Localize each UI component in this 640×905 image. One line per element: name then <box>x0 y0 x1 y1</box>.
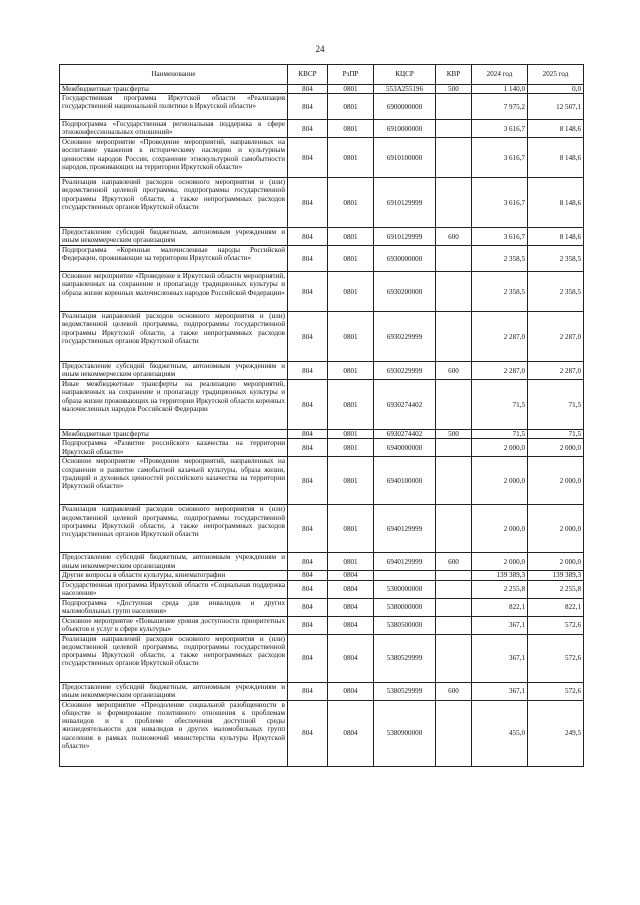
table-row <box>60 138 584 178</box>
table-row <box>60 505 584 553</box>
cell-kcsr: 6930000000 <box>374 246 436 272</box>
table-row <box>60 85 584 94</box>
table-row <box>60 553 584 571</box>
cell-2025: 71,5 <box>528 380 584 430</box>
cell-kcsr <box>374 571 436 580</box>
cell-kvr <box>436 272 472 312</box>
cell-name: Реализация направлений расходов основного мероприятия и (или) ведомственной целевой программы, подпрограммы государственной программы Иркутской области, а также непрограммных расходов государственных органов Иркутской области <box>60 634 288 682</box>
cell-kcsr: 6930229999 <box>374 362 436 380</box>
cell-kvsr: 804 <box>288 85 328 94</box>
cell-2024: 1 140,0 <box>472 85 528 94</box>
cell-2024: 455,0 <box>472 700 528 766</box>
cell-2024: 2 000,0 <box>472 553 528 571</box>
header-2025: 2025 год <box>528 65 584 85</box>
cell-name: Межбюджетные трансферты <box>60 85 288 94</box>
cell-kvr: 600 <box>436 682 472 700</box>
cell-2025: 2 000,0 <box>528 439 584 457</box>
cell-name: Подпрограмма «Государственная региональная поддержка в сфере этноконфессиональных отношений» <box>60 120 288 138</box>
cell-name: Подпрограмма «Развитие российского казачества на территории Иркутской области» <box>60 439 288 457</box>
cell-2024: 2 287,0 <box>472 362 528 380</box>
cell-kcsr: 6940129999 <box>374 553 436 571</box>
cell-name: Реализация направлений расходов основного мероприятия и (или) ведомственной целевой программы, подпрограммы государственной программы Иркутской области, а также непрограммных расходов государственных органов Иркутской области <box>60 312 288 362</box>
cell-rzpr: 0801 <box>328 457 374 505</box>
cell-name: Реализация направлений расходов основного мероприятия и (или) ведомственной целевой программы, подпрограммы государственной программы Иркутской области, а также непрограммных расходов государственных органов Иркутской области <box>60 505 288 553</box>
cell-rzpr: 0801 <box>328 228 374 246</box>
cell-kcsr: 5380900000 <box>374 700 436 766</box>
cell-rzpr: 0801 <box>328 94 374 120</box>
header-rzpr: РзПР <box>328 65 374 85</box>
cell-kvr <box>436 439 472 457</box>
cell-kvr: 500 <box>436 430 472 439</box>
cell-kvr <box>436 94 472 120</box>
cell-name: Предоставление субсидий бюджетным, автономным учреждениям и иным некоммерческим организациям <box>60 362 288 380</box>
table-row <box>60 430 584 439</box>
cell-2025: 12 507,1 <box>528 94 584 120</box>
table-row <box>60 120 584 138</box>
cell-kcsr: 6930200000 <box>374 272 436 312</box>
cell-rzpr: 0801 <box>328 439 374 457</box>
cell-kcsr: 5380000000 <box>374 598 436 616</box>
table-row <box>60 228 584 246</box>
cell-kvr <box>436 634 472 682</box>
cell-name: Государственная программа Иркутской области «Социальная поддержка населения» <box>60 580 288 598</box>
cell-name: Предоставление субсидий бюджетным, автономным учреждениям и иным некоммерческим организациям <box>60 682 288 700</box>
cell-name: Основное мероприятие «Повышение уровня доступности приоритетных объектов и услуг в сфере культуры» <box>60 616 288 634</box>
cell-2024: 2 358,5 <box>472 272 528 312</box>
cell-kvr <box>436 312 472 362</box>
cell-2024: 3 616,7 <box>472 228 528 246</box>
header-2024: 2024 год <box>472 65 528 85</box>
cell-kcsr: 6910129999 <box>374 178 436 228</box>
table-row <box>60 457 584 505</box>
cell-name: Реализация направлений расходов основного мероприятия и (или) ведомственной целевой программы, подпрограммы государственной программы Иркутской области, а также непрограммных расходов государственных органов Иркутской области <box>60 178 288 228</box>
cell-kvsr: 804 <box>288 362 328 380</box>
cell-kvsr: 804 <box>288 228 328 246</box>
cell-2025: 2 358,5 <box>528 246 584 272</box>
cell-kcsr: 6910000000 <box>374 120 436 138</box>
cell-kcsr: 6930229999 <box>374 312 436 362</box>
cell-kvsr: 804 <box>288 682 328 700</box>
table-row <box>60 682 584 700</box>
table-body <box>60 85 584 767</box>
cell-name: Основное мероприятие «Преодоление социальной разобщенности в обществе и формирование позитивного отношения к проблемам инвалидов и к проблеме обеспечения доступной среды жизнедеятельности для инвалидов и других маломобильных групп населения в рамках полномочий министерства культуры Иркутской области» <box>60 700 288 766</box>
table-row <box>60 700 584 766</box>
cell-2025: 2 000,0 <box>528 553 584 571</box>
cell-kcsr: 6940129999 <box>374 505 436 553</box>
cell-2025: 2 255,8 <box>528 580 584 598</box>
cell-kcsr: 6930274402 <box>374 430 436 439</box>
cell-kvsr: 804 <box>288 553 328 571</box>
cell-name: Другие вопросы в области культуры, кинематографии <box>60 571 288 580</box>
cell-kvsr: 804 <box>288 246 328 272</box>
cell-kcsr: 553A255196 <box>374 85 436 94</box>
cell-rzpr: 0804 <box>328 700 374 766</box>
header-name: Наименование <box>60 65 288 85</box>
header-kvr: КВР <box>436 65 472 85</box>
cell-rzpr: 0801 <box>328 380 374 430</box>
cell-kcsr: 6940000000 <box>374 439 436 457</box>
cell-2024: 71,5 <box>472 380 528 430</box>
cell-2025: 572,6 <box>528 616 584 634</box>
cell-kvr: 600 <box>436 362 472 380</box>
header-kvsr: КВСР <box>288 65 328 85</box>
cell-kvr <box>436 380 472 430</box>
cell-kvr: 500 <box>436 85 472 94</box>
cell-2024: 822,1 <box>472 598 528 616</box>
cell-kvr <box>436 580 472 598</box>
cell-name: Государственная программа Иркутской области «Реализация государственной национальной политики в Иркутской области» <box>60 94 288 120</box>
cell-2025: 2 287,0 <box>528 362 584 380</box>
cell-kvsr: 804 <box>288 634 328 682</box>
cell-kvr <box>436 505 472 553</box>
budget-table <box>59 64 584 767</box>
cell-name: Основное мероприятие «Проведение мероприятий, направленных на сохранение и развитие самобытной казачьей культуры, образа жизни, традиций и духовных ценностей российского казачества на территории Иркутской области» <box>60 457 288 505</box>
cell-2024: 367,1 <box>472 616 528 634</box>
cell-kcsr: 5380529999 <box>374 634 436 682</box>
table-row <box>60 246 584 272</box>
cell-2024: 2 000,0 <box>472 457 528 505</box>
cell-2024: 3 616,7 <box>472 178 528 228</box>
table-header-row <box>60 65 584 85</box>
table-row <box>60 94 584 120</box>
cell-rzpr: 0801 <box>328 85 374 94</box>
cell-rzpr: 0804 <box>328 682 374 700</box>
cell-rzpr: 0801 <box>328 505 374 553</box>
cell-2024: 2 358,5 <box>472 246 528 272</box>
cell-2025: 2 000,0 <box>528 457 584 505</box>
cell-kvr <box>436 138 472 178</box>
table-row <box>60 571 584 580</box>
cell-kvsr: 804 <box>288 571 328 580</box>
cell-2024: 139 389,3 <box>472 571 528 580</box>
cell-rzpr: 0804 <box>328 598 374 616</box>
cell-name: Подпрограмма «Коренные малочисленные народы Российской Федерации, проживающие на территории Иркутской области» <box>60 246 288 272</box>
cell-kcsr: 5300000000 <box>374 580 436 598</box>
cell-2025: 572,6 <box>528 682 584 700</box>
cell-2025: 822,1 <box>528 598 584 616</box>
cell-2025: 572,6 <box>528 634 584 682</box>
cell-rzpr: 0801 <box>328 312 374 362</box>
cell-kcsr: 5380500000 <box>374 616 436 634</box>
cell-name: Предоставление субсидий бюджетным, автономным учреждениям и иным некоммерческим организациям <box>60 553 288 571</box>
cell-kvsr: 804 <box>288 138 328 178</box>
cell-2025: 2 287,0 <box>528 312 584 362</box>
table-row <box>60 439 584 457</box>
table-row <box>60 580 584 598</box>
cell-rzpr: 0801 <box>328 178 374 228</box>
cell-2025: 0,0 <box>528 85 584 94</box>
cell-kvr <box>436 616 472 634</box>
cell-rzpr: 0804 <box>328 634 374 682</box>
cell-2025: 8 148,6 <box>528 138 584 178</box>
cell-kvsr: 804 <box>288 312 328 362</box>
cell-rzpr: 0801 <box>328 553 374 571</box>
cell-2024: 2 255,8 <box>472 580 528 598</box>
cell-kcsr: 6900000000 <box>374 94 436 120</box>
cell-kvsr: 804 <box>288 120 328 138</box>
cell-kvsr: 804 <box>288 616 328 634</box>
cell-rzpr: 0801 <box>328 246 374 272</box>
cell-kvsr: 804 <box>288 505 328 553</box>
cell-kvr <box>436 246 472 272</box>
cell-kvsr: 804 <box>288 700 328 766</box>
table-row <box>60 272 584 312</box>
table-row <box>60 362 584 380</box>
cell-name: Основное мероприятие «Проведение мероприятий, направленных на воспитание уважения к историческому наследию и культурным ценностям народов России, сохранение этнокультурной самобытности народов, проживающих на территории Иркутской области» <box>60 138 288 178</box>
cell-2025: 2 000,0 <box>528 505 584 553</box>
table-row <box>60 598 584 616</box>
cell-name: Межбюджетные трансферты <box>60 430 288 439</box>
cell-rzpr: 0801 <box>328 138 374 178</box>
table-row <box>60 380 584 430</box>
cell-kvsr: 804 <box>288 598 328 616</box>
cell-2024: 2 000,0 <box>472 505 528 553</box>
cell-rzpr: 0801 <box>328 272 374 312</box>
cell-2025: 8 148,6 <box>528 120 584 138</box>
header-kcsr: КЦСР <box>374 65 436 85</box>
cell-kvr <box>436 571 472 580</box>
cell-kvr <box>436 700 472 766</box>
cell-kvsr: 804 <box>288 272 328 312</box>
cell-kvsr: 804 <box>288 178 328 228</box>
cell-kcsr: 5380529999 <box>374 682 436 700</box>
cell-2024: 2 000,0 <box>472 439 528 457</box>
cell-kcsr: 6910100000 <box>374 138 436 178</box>
cell-2025: 139 389,3 <box>528 571 584 580</box>
cell-kvr: 600 <box>436 228 472 246</box>
cell-2024: 71,5 <box>472 430 528 439</box>
cell-2025: 2 358,5 <box>528 272 584 312</box>
cell-kvr <box>436 120 472 138</box>
cell-name: Подпрограмма «Доступная среда для инвалидов и других маломобильных групп населения» <box>60 598 288 616</box>
cell-2024: 3 616,7 <box>472 120 528 138</box>
cell-2025: 8 148,6 <box>528 228 584 246</box>
table-row <box>60 616 584 634</box>
table-row <box>60 178 584 228</box>
cell-rzpr: 0804 <box>328 571 374 580</box>
cell-kvsr: 804 <box>288 580 328 598</box>
page-number: 24 <box>315 44 325 54</box>
cell-name: Основное мероприятие «Проведение в Иркутской области мероприятий, направленных на сохранение и пропаганду традиционных культуры и образа жизни коренных малочисленных народов Российской Федерации» <box>60 272 288 312</box>
cell-2025: 249,5 <box>528 700 584 766</box>
table-row <box>60 312 584 362</box>
cell-2024: 367,1 <box>472 682 528 700</box>
cell-kvr <box>436 178 472 228</box>
cell-2024: 7 975,2 <box>472 94 528 120</box>
cell-kvsr: 804 <box>288 439 328 457</box>
cell-kcsr: 6930274402 <box>374 380 436 430</box>
cell-kvsr: 804 <box>288 380 328 430</box>
cell-kvr <box>436 598 472 616</box>
cell-kvsr: 804 <box>288 457 328 505</box>
cell-kvr <box>436 457 472 505</box>
cell-rzpr: 0801 <box>328 362 374 380</box>
cell-kcsr: 6940100000 <box>374 457 436 505</box>
cell-2024: 3 616,7 <box>472 138 528 178</box>
table-row <box>60 634 584 682</box>
cell-name: Иные межбюджетные трансферты на реализацию мероприятий, направленных на сохранение и пропаганду традиционных культуры и образа жизни проживающих на территории Иркутской области коренных малочисленных народов Российской Федерации <box>60 380 288 430</box>
cell-kvsr: 804 <box>288 94 328 120</box>
cell-rzpr: 0804 <box>328 616 374 634</box>
cell-kvr: 600 <box>436 553 472 571</box>
cell-2025: 71,5 <box>528 430 584 439</box>
cell-rzpr: 0804 <box>328 580 374 598</box>
cell-rzpr: 0801 <box>328 430 374 439</box>
cell-name: Предоставление субсидий бюджетным, автономным учреждениям и иным некоммерческим организациям <box>60 228 288 246</box>
cell-2025: 8 148,6 <box>528 178 584 228</box>
cell-2024: 367,1 <box>472 634 528 682</box>
cell-kvsr: 804 <box>288 430 328 439</box>
cell-kcsr: 6910129999 <box>374 228 436 246</box>
cell-rzpr: 0801 <box>328 120 374 138</box>
cell-2024: 2 287,0 <box>472 312 528 362</box>
